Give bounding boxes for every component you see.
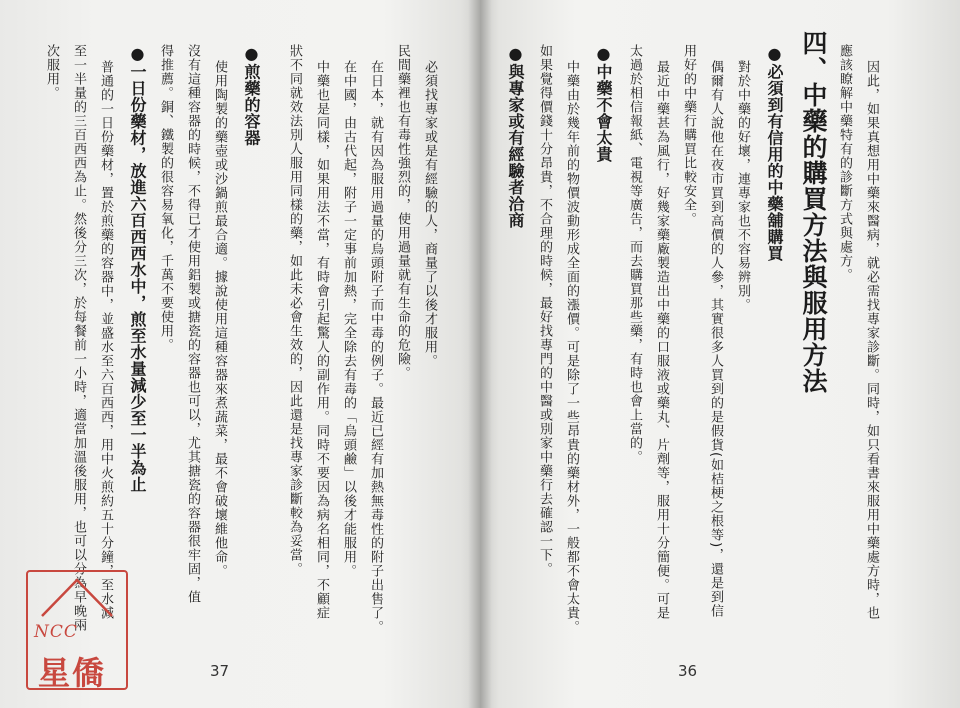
text-column: 應該瞭解中藥特有的診斷方式與處方。: [837, 44, 852, 282]
text-column: 對於中藥的好壞，連專家也不容易辨別。: [735, 60, 750, 312]
page-number: 37: [210, 662, 230, 680]
text-column: 最近中藥甚為風行，好幾家藥廠製造出中藥的口服液或藥丸、片劑等，服用十分簡便。可是: [654, 60, 669, 620]
text-column: 得推薦。銅、鐵製的很容易氧化，千萬不要使用。: [158, 44, 173, 352]
text-column: 偶爾有人說他在夜市買到高價的人參，其實很多人買到的是假貨(如桔梗之根等)，還是到信: [708, 60, 723, 619]
text-column: 在日本，就有因為服用過量的烏頭附子而中毒的例子。最近已經有加熱無毒性的附子出售了。: [368, 60, 383, 634]
section-heading: ●一日份藥材，放進六百西西水中，煎至水量減少至一半為止: [128, 44, 147, 493]
text-column: 因此，如果真想用中藥來醫病，就必需找專家診斷。同時，如只看書來服用中藥處方時，也: [864, 60, 879, 620]
watermark-stamp: [26, 570, 128, 690]
text-column: 沒有這種容器的時候，不得已才使用鋁製或搪瓷的容器也可以，尤其搪瓷的容器很牢固，值: [185, 44, 200, 604]
text-column: 至一半量的三百西西為止。然後分三次，於每餐前一小時，適當加溫後服用，也可以分為早晚兩: [71, 44, 86, 632]
text-column: 狀不同就效法別人服用同樣的藥，如此未必會生效的，因此還是找專家診斷較為妥當。: [287, 44, 302, 576]
stamp-latin: NCC: [34, 622, 78, 642]
text-column: 中藥由於幾年前的物價波動形成全面的漲價。可是除了一些昂貴的藥材外，一般都不會太貴。: [564, 60, 579, 634]
section-heading: ●中藥不會太貴: [594, 44, 613, 163]
stamp-hanzi: 星僑: [38, 654, 107, 692]
text-column: 如果覺得價錢十分昂貴，不合理的時候，最好找專門的中醫或別家中藥行去確認一下。: [537, 44, 552, 576]
text-column: 次服用。: [44, 44, 59, 100]
section-heading: ●必須到有信用的中藥舖購買: [765, 44, 784, 262]
text-column: 普通的一日份藥材，置於煎藥的容器中，並盛水至六百西西，用中火煎約五十分鐘，至水減: [98, 60, 113, 620]
text-column: 使用陶製的藥壺或沙鍋煎最合適。據說使用這種容器來煮蔬菜，最不會破壞維他命。: [212, 60, 227, 578]
text-column: 用好的中藥行購買比較安全。: [681, 44, 696, 226]
text-column: 民間藥裡也有毒性強烈的，使用過量就有生命的危險。: [395, 44, 410, 380]
text-column: 太過於相信報紙、電視等廣告，而去購買那些藥，有時也會上當的。: [627, 44, 642, 464]
chapter-title: 四、中藥的購買方法與服用方法: [799, 30, 828, 394]
section-heading: ●煎藥的容器: [242, 44, 261, 146]
section-heading: ●與專家或有經驗者洽商: [506, 44, 525, 229]
text-column: 在中國，由古代起，附子一定事前加熱，完全除去有毒的「烏頭鹼」以後才能服用。: [341, 60, 356, 578]
page-number: 36: [678, 662, 698, 680]
text-column: 必須找專家或是有經驗的人，商量了以後才服用。: [422, 60, 437, 368]
right-page: [480, 0, 960, 708]
book-gutter: [468, 0, 492, 708]
text-column: 中藥也是同樣，如果用法不當，有時會引起驚人的副作用。同時不要因為病名相同，不顧症: [314, 60, 329, 620]
